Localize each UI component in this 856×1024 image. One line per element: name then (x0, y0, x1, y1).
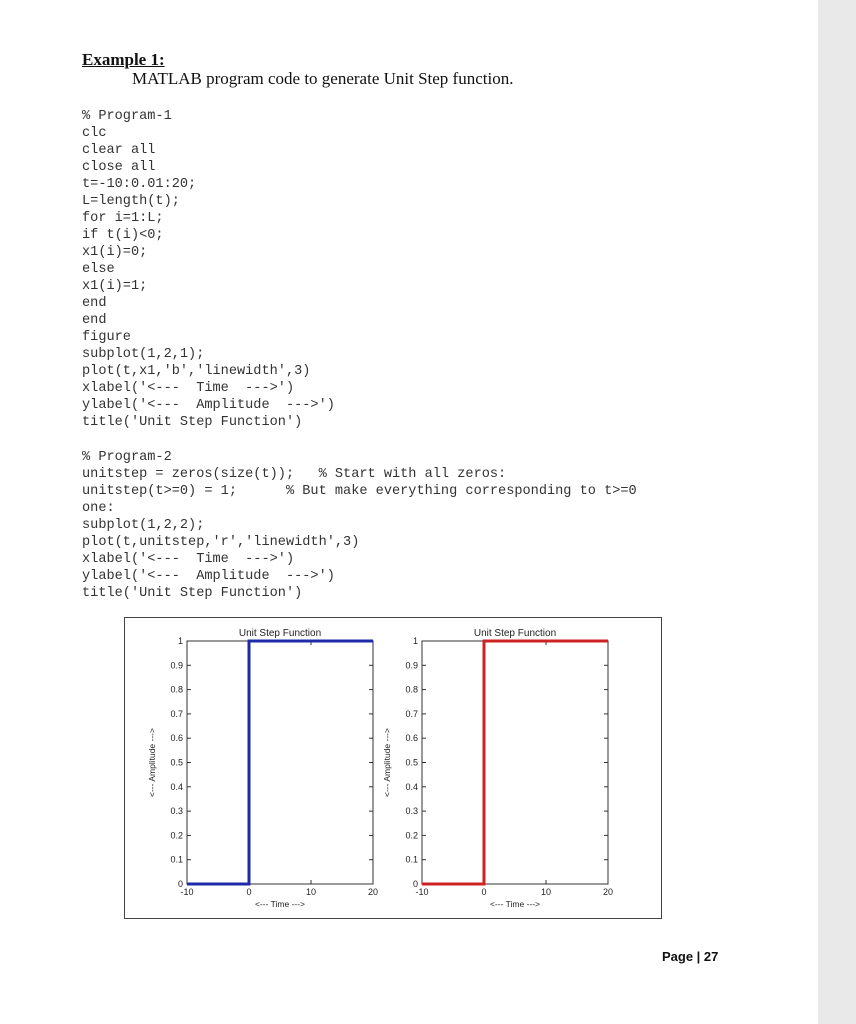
code-line: plot(t,unitstep,'r','linewidth',3) (82, 535, 360, 550)
y-tick-label: 0.2 (170, 830, 183, 841)
code-line: clear all (82, 143, 156, 158)
x-tick-label: 10 (305, 887, 317, 897)
chart-title: Unit Step Function (473, 628, 557, 639)
y-tick-label: 0 (412, 879, 418, 889)
y-tick-label: 0.3 (170, 806, 183, 817)
y-tick-label: 0.2 (405, 830, 418, 841)
code-line: figure (82, 330, 131, 345)
plot-axes (187, 641, 373, 884)
code-line: L=length(t); (82, 194, 180, 209)
chart-title: Unit Step Function (238, 628, 322, 639)
code-line: subplot(1,2,2); (82, 518, 205, 533)
code-block-program-2 (82, 449, 637, 602)
subplot-1 (147, 628, 378, 909)
y-tick-label: 0.8 (170, 684, 183, 695)
y-tick-label: 0.1 (405, 854, 418, 865)
x-tick-label: 0 (481, 887, 487, 897)
x-axis-label: <--- Time ---> (254, 899, 306, 909)
code-line: if t(i)<0; (82, 228, 164, 243)
code-block-program-1 (82, 108, 335, 431)
page-number: Page | 27 (662, 949, 719, 964)
y-tick-label: 0.9 (405, 660, 418, 671)
y-axis-label: <--- Amplitude ---> (147, 728, 157, 797)
code-line: title('Unit Step Function') (82, 586, 303, 601)
x-tick-label: -10 (415, 887, 429, 897)
y-tick-label: 1 (177, 636, 183, 646)
code-line: x1(i)=1; (82, 279, 148, 294)
x-axis-label: <--- Time ---> (489, 899, 541, 909)
viewer-sidebar (818, 0, 856, 1024)
y-tick-label: 0.6 (405, 733, 418, 744)
code-line: title('Unit Step Function') (82, 415, 303, 430)
figure-canvas (125, 618, 661, 918)
x-tick-label: 0 (246, 887, 252, 897)
code-line: ylabel('<--- Amplitude --->') (82, 569, 335, 584)
code-line: unitstep = zeros(size(t)); % Start with all zeros: (82, 467, 507, 482)
code-line: end (82, 296, 107, 311)
y-axis-label: <--- Amplitude ---> (382, 728, 392, 797)
code-line: for i=1:L; (82, 211, 164, 226)
code-line: x1(i)=0; (82, 245, 148, 260)
y-tick-label: 0.7 (170, 708, 183, 719)
x-tick-label: 20 (367, 887, 379, 897)
y-tick-label: 0.8 (405, 684, 418, 695)
code-line: close all (82, 160, 156, 175)
y-tick-label: 1 (412, 636, 418, 646)
code-line: clc (82, 126, 107, 141)
y-tick-label: 0.5 (405, 757, 418, 768)
y-tick-label: 0.1 (170, 854, 183, 865)
y-tick-label: 0.7 (405, 708, 418, 719)
code-line: t=-10:0.01:20; (82, 177, 197, 192)
code-line: % Program-1 (82, 109, 172, 124)
code-line: end (82, 313, 107, 328)
y-tick-label: 0.5 (170, 757, 183, 768)
y-tick-label: 0 (177, 879, 183, 889)
matlab-figure (124, 617, 662, 919)
y-tick-label: 0.4 (170, 781, 183, 792)
y-tick-label: 0.9 (170, 660, 183, 671)
subplot-2 (382, 628, 613, 909)
x-tick-label: 10 (540, 887, 552, 897)
code-line: xlabel('<--- Time --->') (82, 552, 295, 567)
code-line: plot(t,x1,'b','linewidth',3) (82, 364, 311, 379)
code-line: % Program-2 (82, 450, 172, 465)
code-line: else (82, 262, 115, 277)
code-line: ylabel('<--- Amplitude --->') (82, 398, 335, 413)
code-line: one: (82, 501, 115, 516)
plot-axes (422, 641, 608, 884)
example-heading: Example 1: (82, 50, 165, 69)
x-tick-label: -10 (180, 887, 194, 897)
example-description: MATLAB program code to generate Unit Step function. (132, 69, 514, 88)
x-tick-label: 20 (602, 887, 614, 897)
y-tick-label: 0.6 (170, 733, 183, 744)
y-tick-label: 0.3 (405, 806, 418, 817)
code-line: xlabel('<--- Time --->') (82, 381, 295, 396)
code-line: unitstep(t>=0) = 1; % But make everything corresponding to t>=0 (82, 484, 637, 499)
code-line: subplot(1,2,1); (82, 347, 205, 362)
y-tick-label: 0.4 (405, 781, 418, 792)
